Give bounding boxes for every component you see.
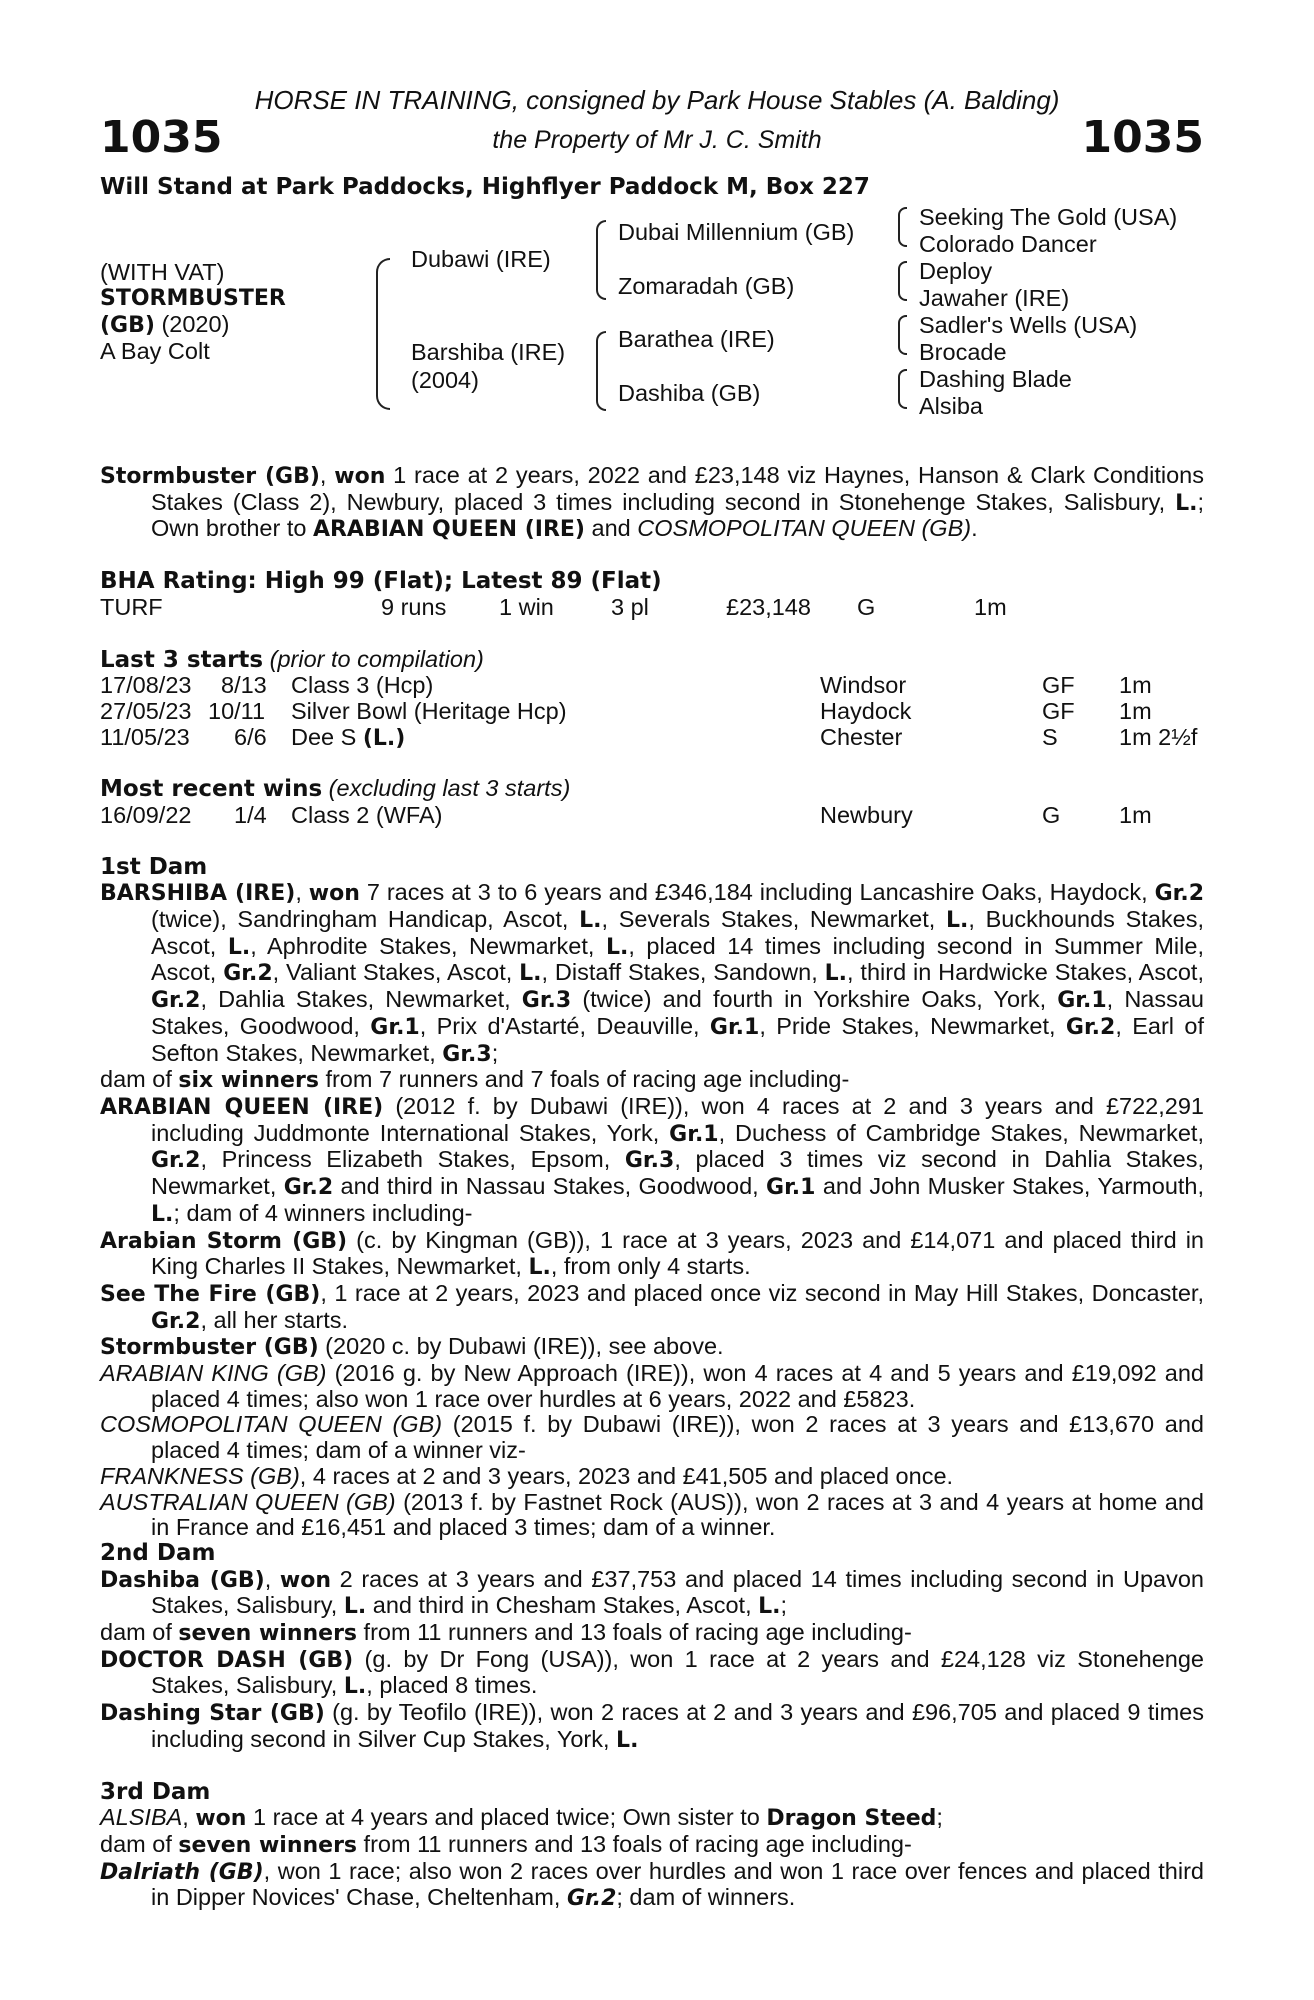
produce-dalriath: Dalriath (GB), won 1 race; also won 2 races over hurdles and won 1 race over fences and placed third in Dipper Novices' Chase, Cheltenham, Gr.2; dam of winners. (100, 1857, 1204, 1912)
bracket-g3 (898, 315, 907, 355)
dam-name: Barshiba (IRE) (411, 339, 566, 365)
ancestor-g7: Dashing Blade (919, 366, 1072, 392)
produce-arabian-storm: Arabian Storm (GB) (c. by Kingman (GB)), 1 race at 3 years, 2023 and £14,071 and placed third in King Charles II Stakes, Newmarket, L., from only 4 starts. (100, 1226, 1204, 1281)
bha-rating: BHA Rating: High 99 (Flat); Latest 89 (Flat) (100, 568, 662, 595)
first-dam-heading: 1st Dam (100, 853, 208, 880)
stand-location: Will Stand at Park Paddocks, Highflyer Paddock M, Box 227 (100, 174, 870, 200)
horse-summary: Stormbuster (GB), won 1 race at 2 years, 2022 and £23,148 viz Haynes, Hanson & Clark Conditions Stakes (Class 2), Newbury, placed 3 times including second in Stonehenge Stakes, Salisbury, L.; Own brother to ARABIAN QUEEN (IRE) and COSMOPOLITAN QUEEN (GB). (100, 462, 1204, 543)
ancestor-g3: Deploy (919, 258, 993, 284)
bracket-g2 (898, 261, 907, 301)
ancestor-g1: Seeking The Gold (USA) (919, 204, 1178, 230)
lot-number-right: 1035 (1081, 112, 1204, 163)
horse-origin: (GB) (2020) (100, 311, 230, 338)
produce-arabian-king: ARABIAN KING (GB) (2016 g. by New Approach (IRE)), won 4 races at 4 and 5 years and £19,092 and placed 4 times; also won 1 race over hurdles at 6 years, 2022 and £5823. (100, 1360, 1204, 1412)
ancestor-g2: Colorado Dancer (919, 231, 1097, 257)
first-dam-record: BARSHIBA (IRE), won 7 races at 3 to 6 years and £346,184 including Lancashire Oaks, Haydock, Gr.2 (twice), Sandringham Handicap, Ascot, L., Severals Stakes, Newmarket, L., Buckhounds Stakes, Ascot, L., Aphrodite Stakes, Newmarket, L., placed 14 times including second in Summer Mile, Ascot, Gr.2, Valiant Stakes, Ascot, L., Distaff Stakes, Sandown, L., third in Hardwicke Stakes, Ascot, Gr.2, Dahlia Stakes, Newmarket, Gr.3 (twice) and fourth in Yorkshire Oaks, York, Gr.1, Nassau Stakes, Goodwood, Gr.1, Prix d'Astarté, Deauville, Gr.1, Pride Stakes, Newmarket, Gr.2, Earl of Sefton Stakes, Newmarket, Gr.3; (100, 879, 1205, 1067)
sire-name: Dubawi (IRE) (411, 246, 551, 272)
ancestor-g4: Jawaher (IRE) (919, 285, 1070, 311)
start-row: 11/05/23 6/6 Dee S (L.) Chester S 1m 2½f (100, 723, 1198, 751)
dam-sire: Barathea (IRE) (618, 326, 775, 352)
start-row: 27/05/23 10/11 Silver Bowl (Heritage Hcp) Haydock GF 1m (100, 697, 1152, 724)
dam-bracket (596, 331, 606, 411)
win-row: 16/09/22 1/4 Class 2 (WFA) Newbury G 1m (100, 801, 1152, 828)
produce-see-the-fire: See The Fire (GB), 1 race at 2 years, 2023 and placed once viz second in May Hill Stakes, Doncaster, Gr.2, all her starts. (100, 1279, 1204, 1334)
ancestor-g8: Alsiba (919, 393, 984, 419)
third-dam-produce: dam of seven winners from 11 runners and 13 foals of racing age including- (100, 1830, 912, 1858)
dam-year: (2004) (411, 367, 479, 393)
produce-arabian-queen: ARABIAN QUEEN (IRE) (2012 f. by Dubawi (IRE)), won 4 races at 2 and 3 years and £722,291 including Juddmonte International Stakes, York, Gr.1, Duchess of Cambridge Stakes, Newmarket, Gr.2, Princess Elizabeth Stakes, Epsom, Gr.3, placed 3 times viz second in Dahlia Stakes, Newmarket, Gr.2 and third in Nassau Stakes, Goodwood, Gr.1 and John Musker Stakes, Yarmouth, L.; dam of 4 winners including- (100, 1092, 1205, 1227)
produce-dashing-star: Dashing Star (GB) (g. by Teofilo (IRE)), won 2 races at 2 and 3 years and £96,705 and placed 9 times including second in Silver Cup Stakes, York, L. (100, 1699, 1204, 1753)
horse-description: A Bay Colt (100, 338, 210, 364)
produce-cosmopolitan-queen: COSMOPOLITAN QUEEN (GB) (2015 f. by Dubawi (IRE)), won 2 races at 3 years and £13,670 and placed 4 times; dam of a winner viz- (100, 1411, 1204, 1464)
second-dam-record: Dashiba (GB), won 2 races at 3 years and £37,753 and placed 14 times including second in Upavon Stakes, Salisbury, L. and third in Chesham Stakes, Ascot, L.; (100, 1565, 1204, 1620)
consignor-line: HORSE IN TRAINING, consigned by Park House Stables (A. Balding) (254, 85, 1060, 115)
catalogue-body (100, 463, 1204, 1912)
vat-label: (WITH VAT) (100, 259, 225, 285)
third-dam-record: ALSIBA, won 1 race at 4 years and placed twice; Own sister to Dragon Steed; (100, 1804, 943, 1832)
turf-record: TURF 9 runs 1 win 3 pl £23,148 G 1m (100, 593, 1007, 620)
sire-sire: Dubai Millennium (GB) (618, 219, 855, 245)
horse-name: STORMBUSTER (100, 286, 286, 311)
lot-number-left: 1035 (100, 112, 223, 163)
bracket-g4 (898, 369, 907, 409)
owner-line: the Property of Mr J. C. Smith (492, 126, 822, 154)
dam-dam: Dashiba (GB) (618, 380, 761, 406)
sire-bracket (596, 220, 606, 300)
recent-wins-heading: Most recent wins (excluding last 3 starts) (100, 775, 571, 803)
pedigree-bracket-main (376, 258, 390, 410)
start-row: 17/08/23 8/13 Class 3 (Hcp) Windsor GF 1m (100, 672, 1152, 699)
third-dam-heading: 3rd Dam (100, 1778, 211, 1805)
first-dam-produce: dam of six winners from 7 runners and 7 foals of racing age including- (100, 1066, 850, 1094)
produce-doctor-dash: DOCTOR DASH (GB) (g. by Dr Fong (USA)), won 1 race at 2 years and £24,128 viz Stonehenge Stakes, Salisbury, L., placed 8 times. (100, 1645, 1205, 1700)
ancestor-g6: Brocade (919, 339, 1007, 365)
produce-australian-queen: AUSTRALIAN QUEEN (GB) (2013 f. by Fastnet Rock (AUS)), won 2 races at 3 and 4 years at home and in France and £16,451 and placed 3 times; dam of a winner. (100, 1488, 1204, 1541)
bracket-g1 (898, 207, 907, 247)
produce-frankness: FRANKNESS (GB), 4 races at 2 and 3 years, 2023 and £41,505 and placed once. (100, 1462, 954, 1489)
ancestor-g5: Sadler's Wells (USA) (919, 312, 1138, 338)
last-starts-heading: Last 3 starts (prior to compilation) (100, 645, 484, 673)
second-dam-heading: 2nd Dam (100, 1539, 216, 1566)
second-dam-produce: dam of seven winners from 11 runners and 13 foals of racing age including- (100, 1619, 912, 1647)
sire-dam: Zomaradah (GB) (618, 273, 795, 299)
produce-stormbuster: Stormbuster (GB) (2020 c. by Dubawi (IRE)), see above. (100, 1333, 724, 1361)
